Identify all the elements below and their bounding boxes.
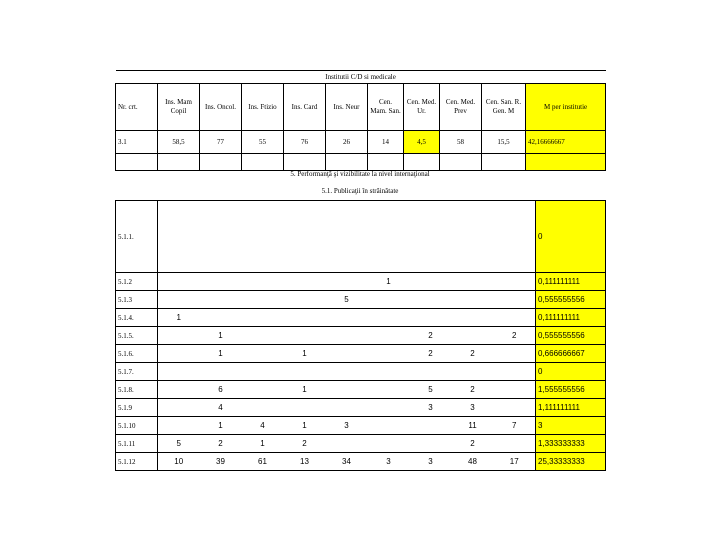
data-cell: 13	[284, 453, 326, 471]
data-cell: 1	[158, 309, 200, 327]
data-cell: 14	[368, 131, 404, 154]
data-cell: 7	[494, 417, 536, 435]
data-cell	[494, 291, 536, 309]
data-cell	[158, 399, 200, 417]
data-cell: 2	[200, 435, 242, 453]
data-cell	[494, 381, 536, 399]
data-cell: 1	[368, 273, 410, 291]
data-cell: 5	[326, 291, 368, 309]
data-cell	[242, 309, 284, 327]
row-label: 5.1.7.	[116, 363, 158, 381]
data-cell: 77	[200, 131, 242, 154]
data-cell	[242, 345, 284, 363]
data-cell	[200, 363, 242, 381]
table-row	[116, 417, 606, 435]
average-cell: 1,111111111	[536, 399, 606, 417]
row-label: 5.1.3	[116, 291, 158, 309]
average-cell: 3	[536, 417, 606, 435]
data-cell: 55	[242, 131, 284, 154]
data-cell	[158, 327, 200, 345]
header-cell: Ins. Card	[284, 84, 326, 131]
data-cell: 1	[200, 345, 242, 363]
average-cell: 0,666666667	[536, 345, 606, 363]
header-cell: Ins. Oncol.	[200, 84, 242, 131]
data-cell: 1	[242, 435, 284, 453]
data-cell	[242, 327, 284, 345]
blank-row	[116, 154, 606, 171]
row-label: 3.1	[116, 131, 158, 154]
data-cell	[452, 327, 494, 345]
data-cell	[242, 291, 284, 309]
row-label: 5.1.1.	[116, 201, 158, 273]
data-cell: 3	[368, 453, 410, 471]
data-cell: 2	[452, 381, 494, 399]
publications-table	[115, 200, 606, 471]
header-cell: Cen. San. R. Gen. M	[482, 84, 526, 131]
data-cell	[452, 363, 494, 381]
data-cell: 2	[410, 345, 452, 363]
data-cell: 1	[284, 345, 326, 363]
data-cell	[200, 291, 242, 309]
header-cell: Cen. Mam. San.	[368, 84, 404, 131]
data-cell	[368, 327, 410, 345]
average-cell: 0	[536, 363, 606, 381]
data-cell	[326, 435, 368, 453]
data-cell	[158, 345, 200, 363]
data-cell	[326, 345, 368, 363]
institutes-table	[115, 70, 606, 171]
data-cell	[410, 309, 452, 327]
table-row	[116, 291, 606, 309]
data-cell	[494, 435, 536, 453]
data-cell	[368, 417, 410, 435]
data-cell	[158, 273, 200, 291]
average-cell: 0,555555556	[536, 327, 606, 345]
header-cell: Ins. Mam Copil	[158, 84, 200, 131]
data-cell	[494, 363, 536, 381]
data-cell: 2	[452, 435, 494, 453]
data-cell: 17	[494, 453, 536, 471]
average-cell: 25,33333333	[536, 453, 606, 471]
data-cell: 10	[158, 453, 200, 471]
table-row	[116, 309, 606, 327]
table-row	[116, 327, 606, 345]
data-cell: 26	[326, 131, 368, 154]
data-cell: 2	[410, 327, 452, 345]
data-cell	[158, 417, 200, 435]
row-label: 5.1.2	[116, 273, 158, 291]
data-cell	[494, 201, 536, 273]
average-cell: 1,333333333	[536, 435, 606, 453]
row-label: 5.1.9	[116, 399, 158, 417]
data-cell: 6	[200, 381, 242, 399]
data-cell: 1	[200, 327, 242, 345]
data-cell-highlighted: 4,5	[404, 131, 440, 154]
row-label: 5.1.5.	[116, 327, 158, 345]
data-cell	[368, 309, 410, 327]
data-cell	[284, 399, 326, 417]
data-cell	[200, 201, 242, 273]
row-label: 5.1.10	[116, 417, 158, 435]
data-cell	[284, 273, 326, 291]
data-cell	[242, 201, 284, 273]
table-row	[116, 435, 606, 453]
data-cell: 4	[242, 417, 284, 435]
header-cell: Cen. Med. Prev	[440, 84, 482, 131]
data-cell	[494, 309, 536, 327]
data-cell: 76	[284, 131, 326, 154]
data-cell	[242, 399, 284, 417]
average-cell: 42,16666667	[526, 131, 606, 154]
data-cell	[200, 273, 242, 291]
data-cell	[284, 201, 326, 273]
data-cell: 58	[440, 131, 482, 154]
table-row	[116, 453, 606, 471]
data-cell	[326, 309, 368, 327]
data-cell	[410, 291, 452, 309]
header-cell: Cen. Med. Ur.	[404, 84, 440, 131]
average-cell: 0,555555556	[536, 291, 606, 309]
table-row	[116, 201, 606, 273]
data-cell: 1	[284, 417, 326, 435]
header-cell-average: M per institutie	[526, 84, 606, 131]
data-cell	[368, 345, 410, 363]
data-cell	[410, 273, 452, 291]
data-cell	[242, 363, 284, 381]
table-row	[116, 363, 606, 381]
data-cell: 5	[158, 435, 200, 453]
header-row	[116, 84, 606, 131]
row-label: 5.1.12	[116, 453, 158, 471]
data-cell: 34	[326, 453, 368, 471]
data-cell	[452, 273, 494, 291]
data-cell	[452, 291, 494, 309]
data-cell: 15,5	[482, 131, 526, 154]
data-cell: 39	[200, 453, 242, 471]
data-cell	[494, 273, 536, 291]
data-row	[116, 131, 606, 154]
data-cell: 1	[284, 381, 326, 399]
data-cell: 3	[452, 399, 494, 417]
data-cell	[326, 363, 368, 381]
data-cell	[368, 201, 410, 273]
data-cell	[368, 291, 410, 309]
data-cell: 4	[200, 399, 242, 417]
average-cell: 0	[536, 201, 606, 273]
data-cell: 3	[410, 399, 452, 417]
data-cell	[284, 309, 326, 327]
data-cell: 48	[452, 453, 494, 471]
data-cell	[326, 201, 368, 273]
header-cell: Nr. crt.	[116, 84, 158, 131]
data-cell	[326, 399, 368, 417]
data-cell	[200, 309, 242, 327]
row-label: 5.1.4.	[116, 309, 158, 327]
data-cell	[410, 435, 452, 453]
data-cell: 3	[410, 453, 452, 471]
data-cell: 58,5	[158, 131, 200, 154]
data-cell	[326, 273, 368, 291]
data-cell	[452, 201, 494, 273]
spreadsheet	[115, 70, 605, 466]
data-cell	[368, 381, 410, 399]
table-row	[116, 381, 606, 399]
header-cell: Ins. Ftizio	[242, 84, 284, 131]
table-row	[116, 345, 606, 363]
data-cell	[410, 417, 452, 435]
publications-table-wrap	[115, 200, 606, 471]
data-cell	[158, 291, 200, 309]
data-cell	[410, 201, 452, 273]
subsection-title: 5.1. Publicaţii în străinătate	[321, 187, 399, 195]
data-cell	[368, 435, 410, 453]
row-label: 5.1.11	[116, 435, 158, 453]
data-cell	[494, 345, 536, 363]
average-cell: 0,111111111	[536, 273, 606, 291]
row-label: 5.1.6.	[116, 345, 158, 363]
data-cell	[242, 273, 284, 291]
data-cell: 11	[452, 417, 494, 435]
header-cell: Ins. Neur	[326, 84, 368, 131]
data-cell: 1	[200, 417, 242, 435]
data-cell	[326, 327, 368, 345]
data-cell	[284, 291, 326, 309]
table-title: Institutii C/D si medicale	[116, 71, 606, 84]
data-cell: 2	[452, 345, 494, 363]
data-cell	[410, 363, 452, 381]
row-label: 5.1.8.	[116, 381, 158, 399]
average-cell: 0,111111111	[536, 309, 606, 327]
data-cell	[494, 399, 536, 417]
section-title: 5. Performanţă şi vizibilitate la nivel internaţional	[290, 170, 430, 178]
data-cell	[158, 363, 200, 381]
data-cell	[158, 201, 200, 273]
data-cell	[158, 381, 200, 399]
data-cell: 2	[284, 435, 326, 453]
data-cell: 2	[494, 327, 536, 345]
data-cell	[368, 363, 410, 381]
data-cell	[326, 381, 368, 399]
average-cell: 1,555555556	[536, 381, 606, 399]
data-cell	[284, 363, 326, 381]
data-cell: 61	[242, 453, 284, 471]
data-cell	[284, 327, 326, 345]
data-cell	[242, 381, 284, 399]
data-cell	[452, 309, 494, 327]
table-row	[116, 273, 606, 291]
data-cell: 3	[326, 417, 368, 435]
data-cell: 5	[410, 381, 452, 399]
data-cell	[368, 399, 410, 417]
table-row	[116, 399, 606, 417]
